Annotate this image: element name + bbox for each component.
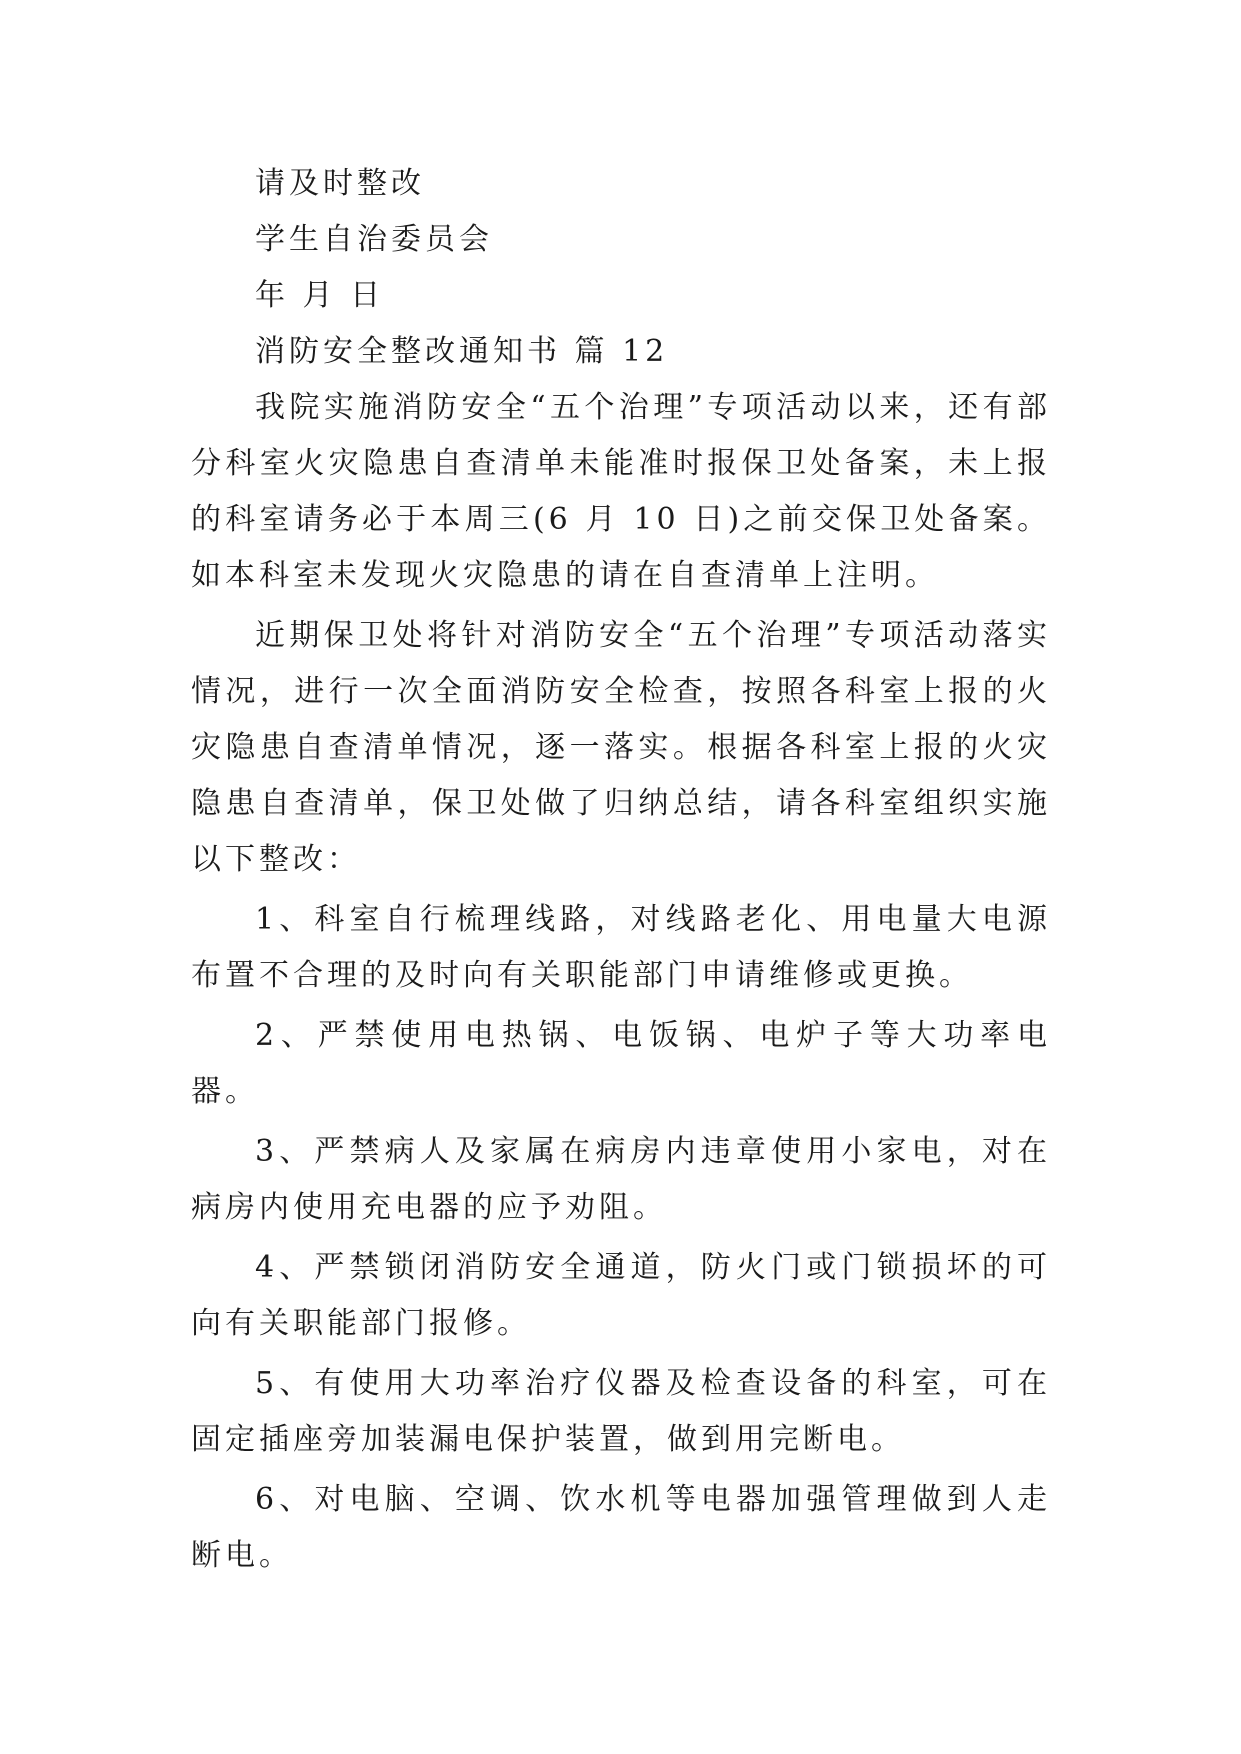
list-item: 4、严禁锁闭消防安全通道，防火门或门锁损坏的可向有关职能部门报修。 [191, 1250, 1051, 1341]
date-line: 年 月 日 [255, 278, 385, 313]
list-item: 1、科室自行梳理线路，对线路老化、用电量大电源布置不合理的及时向有关职能部门申请维修或更换。 [191, 902, 1051, 993]
list-item: 2、严禁使用电热锅、电饭锅、电炉子等大功率电器。 [191, 1018, 1051, 1109]
paragraph: 我院实施消防安全“五个治理”专项活动以来，还有部分科室火灾隐患自查清单未能准时报保卫处备案，未上报的科室请务必于本周三(6 月 10 日)之前交保卫处备案。如本科室未发现火灾隐患的请在自查清单上注明。 [191, 390, 1051, 593]
section-title: 消防安全整改通知书 篇 12 [255, 334, 669, 369]
list-item: 5、有使用大功率治疗仪器及检查设备的科室，可在固定插座旁加装漏电保护装置，做到用完断电。 [191, 1366, 1051, 1457]
list-item: 3、严禁病人及家属在病房内违章使用小家电，对在病房内使用充电器的应予劝阻。 [191, 1134, 1051, 1225]
paragraph: 近期保卫处将针对消防安全“五个治理”专项活动落实情况，进行一次全面消防安全检查，按照各科室上报的火灾隐患自查清单情况，逐一落实。根据各科室上报的火灾隐患自查清单，保卫处做了归纳总结，请各科室组织实施以下整改： [191, 618, 1051, 877]
closing-line: 请及时整改 [255, 166, 425, 201]
document-body [191, 156, 1051, 1588]
list-item: 6、对电脑、空调、饮水机等电器加强管理做到人走断电。 [191, 1482, 1051, 1573]
signature-org: 学生自治委员会 [255, 222, 493, 257]
